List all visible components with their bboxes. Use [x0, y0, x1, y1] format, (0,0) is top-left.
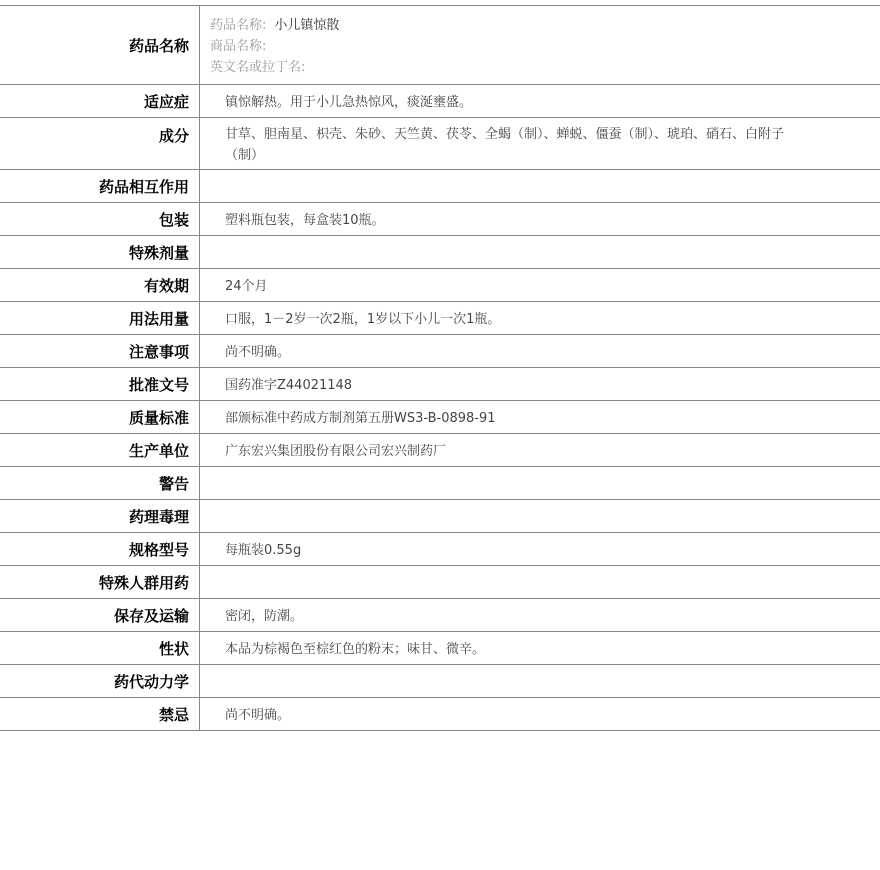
row-packaging: [0, 203, 880, 236]
row-value: 口服，1－2岁一次2瓶，1岁以下小儿一次1瓶。: [225, 312, 501, 327]
ingredients-text: 甘草、胆南星、枳壳、朱砂、天竺黄、茯苓、全蝎（制）、蝉蜕、僵蚕（制）、琥珀、硝石、白附子（制）: [225, 127, 785, 163]
english-name-key: 英文名或拉丁名:: [210, 60, 306, 75]
row-precautions: [0, 335, 880, 368]
trade-name-line: [210, 36, 339, 57]
row-label: 包装: [0, 203, 200, 235]
row-label: 注意事项: [0, 335, 200, 367]
row-value: 镇惊解热。用于小儿急热惊风，痰涎壅盛。: [225, 95, 473, 110]
row-storage: [0, 599, 880, 632]
row-value: 本品为棕褐色至棕红色的粉末；味甘、微辛。: [225, 642, 486, 657]
row-manufacturer: [0, 434, 880, 467]
row-value: 尚不明确。: [225, 708, 291, 723]
row-label: 保存及运输: [0, 599, 200, 631]
row-value: [200, 170, 880, 202]
row-label: 禁忌: [0, 698, 200, 730]
row-label: 质量标准: [0, 401, 200, 433]
row-label-drug-name: 药品名称: [0, 6, 200, 84]
row-label: 药代动力学: [0, 665, 200, 697]
row-contraindications: [0, 698, 880, 731]
row-drug-name: [0, 6, 880, 85]
generic-name-value: 小儿镇惊散: [274, 18, 340, 33]
row-special-populations: [0, 566, 880, 599]
row-approval-number: [0, 368, 880, 401]
row-value: 广东宏兴集团股份有限公司宏兴制药厂: [225, 444, 447, 459]
row-value: [200, 236, 880, 268]
row-value: 每瓶装0.55g: [225, 543, 302, 558]
row-label: 性状: [0, 632, 200, 664]
drug-name-block: [200, 6, 349, 84]
row-value: 24个月: [225, 279, 268, 294]
row-value: [200, 500, 880, 532]
row-pharmacokinetics: [0, 665, 880, 698]
row-specification: [0, 533, 880, 566]
row-shelf-life: [0, 269, 880, 302]
row-quality-standard: [0, 401, 880, 434]
row-ingredients: [0, 118, 880, 170]
row-label: 规格型号: [0, 533, 200, 565]
row-dosage: [0, 302, 880, 335]
row-label: 批准文号: [0, 368, 200, 400]
row-value: [200, 566, 880, 598]
row-description: [0, 632, 880, 665]
row-value: [200, 118, 880, 169]
row-label: 特殊人群用药: [0, 566, 200, 598]
row-label: 生产单位: [0, 434, 200, 466]
row-label: 药理毒理: [0, 500, 200, 532]
english-name-line: [210, 57, 339, 78]
row-label: 成分: [0, 118, 200, 169]
row-warning: [0, 467, 880, 500]
row-label: 有效期: [0, 269, 200, 301]
row-indications: [0, 85, 880, 118]
row-label: 适应症: [0, 85, 200, 117]
row-label: 用法用量: [0, 302, 200, 334]
row-value: 部颁标准中药成方制剂第五册WS3-B-0898-91: [225, 411, 496, 426]
row-value: [200, 665, 880, 697]
row-label: 药品相互作用: [0, 170, 200, 202]
row-value: 塑料瓶包装，每盒装10瓶。: [225, 213, 385, 228]
row-value: [200, 467, 880, 499]
row-pharmacology: [0, 500, 880, 533]
row-value: 尚不明确。: [225, 345, 291, 360]
drug-info-table: [0, 5, 880, 731]
trade-name-key: 商品名称:: [210, 39, 267, 54]
row-value: 密闭，防潮。: [225, 609, 304, 624]
generic-name-line: [210, 15, 339, 36]
row-value: 国药准字Z44021148: [225, 378, 353, 393]
row-drug-interactions: [0, 170, 880, 203]
row-label: 特殊剂量: [0, 236, 200, 268]
generic-name-key: 药品名称:: [210, 18, 267, 33]
row-label: 警告: [0, 467, 200, 499]
row-special-dosage: [0, 236, 880, 269]
